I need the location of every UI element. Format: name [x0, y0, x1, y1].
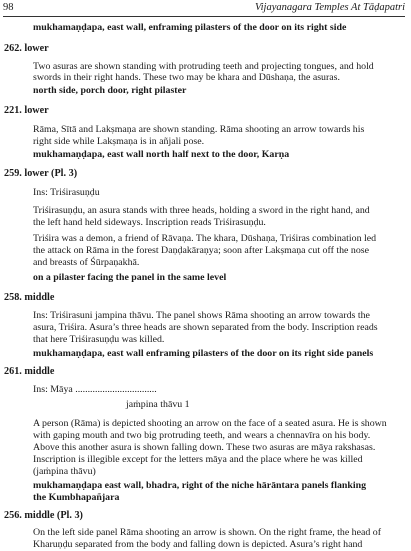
description-line: that here Triśirasuṇḍu was killed.	[33, 334, 165, 345]
entry-heading: 258. middle	[4, 292, 55, 303]
header-rule	[3, 16, 405, 17]
inscription-line: Ins: Māya .................................	[33, 384, 157, 395]
description-line: Triśira was a demon, a friend of Rāvaṇa. The khara, Dūshaṇa, Triśiras combination led	[33, 233, 377, 244]
running-title: Vijayanagara Temples At Tāḍapatri	[254, 2, 405, 13]
inscription-line: jaṁpina thāvu 1	[126, 399, 190, 410]
location-caption: north side, porch door, right pilaster	[33, 85, 187, 96]
location-caption: on a pilaster facing the panel in the same level	[33, 272, 227, 283]
page-number: 98	[3, 2, 14, 13]
page-header	[0, 2, 411, 16]
entry-heading: 261. middle	[4, 366, 55, 377]
description-line: Kharuṇḍu separated from the body and falling down is depicted. Asura’s right hand	[33, 539, 363, 550]
description-line: (jaṁpina thāvu)	[33, 466, 96, 477]
description-line: right side while Lakṣmaṇa is in añjali pose.	[33, 136, 205, 147]
description-line: the attack on Rāma in the forest Daṇḍakāraṇya; soon after Lakṣmaṇa cut off the nose	[33, 245, 369, 256]
location-caption: the Kumbhapañjara	[33, 492, 120, 503]
description-line: A person (Rāma) is depicted shooting an arrow on the face of a seated asura. He is shown	[33, 418, 387, 429]
entry-heading: 221. lower	[4, 105, 49, 116]
description-line: with gaping mouth and two big protruding teeth, and wears a chennavīra on his body.	[33, 430, 371, 441]
location-caption: mukhamaṇḍapa, east wall north half next to the door, Karṇa	[33, 149, 290, 160]
entry-heading: 262. lower	[4, 43, 49, 54]
entry-heading: 259. lower (Pl. 3)	[4, 168, 78, 179]
description-line: Triśirasuṇḍu, an asura stands with three heads, holding a sword in the right hand, and	[33, 205, 370, 216]
description-line: Ins: Triśirasuni jampina thāvu. The panel shows Rāma shooting an arrow towards the	[33, 310, 370, 321]
inscription-line: Ins: Triśirasuṇḍu	[33, 187, 100, 198]
location-caption: mukhamaṇḍapa, east wall enframing pilasters of the door on its right side panels	[33, 348, 374, 359]
description-line: the left hand held sideways. Inscription reads Triśirasuṇḍu.	[33, 217, 266, 228]
description-line: Above this another asura is shown falling down. These two asuras are māya rakshasas.	[33, 442, 376, 453]
entry-heading: 256. middle (Pl. 3)	[4, 510, 83, 521]
description-line: Inscription is illegible except for the letters māya and the place where he was killed	[33, 454, 363, 465]
description-line: and breasts of Śūrpaṇakhā.	[33, 257, 140, 268]
description-line: swords in their right hands. These two may be khara and Dūshaṇa, the asuras.	[33, 72, 340, 83]
location-caption: mukhamaṇḍapa east wall, bhadra, right of the niche hārāntara panels flanking	[33, 480, 367, 491]
description-line: On the left side panel Rāma shooting an arrow is shown. On the right frame, the head of	[33, 527, 382, 538]
location-caption: mukhamaṇḍapa, east wall, enframing pilasters of the door on its right side	[33, 22, 347, 33]
description-line: Rāma, Sītā and Lakṣmaṇa are shown standing. Rāma shooting an arrow towards his	[33, 124, 365, 135]
description-line: asura, Triśira. Asura’s three heads are shown separated from the body. Inscription reads	[33, 322, 378, 333]
description-line: Two asuras are shown standing with protruding teeth and projecting tongues, and hold	[33, 61, 374, 72]
